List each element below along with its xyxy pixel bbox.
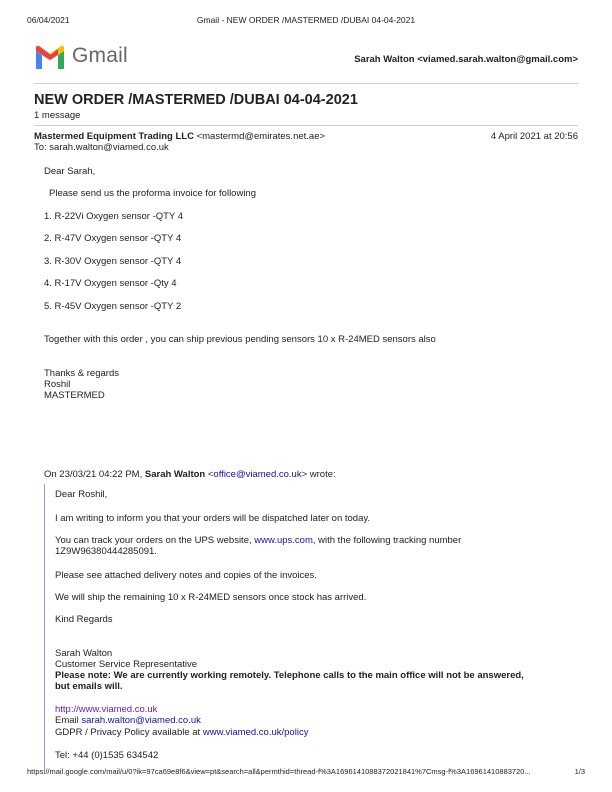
quote-kind-regards: Kind Regards	[55, 614, 113, 625]
signoff-name: Roshil	[44, 379, 71, 390]
page-number: 1/3	[574, 767, 585, 776]
signature-title: Customer Service Representative	[55, 659, 198, 670]
order-item: 2. R-47V Oxygen sensor -QTY 4	[44, 233, 182, 244]
remote-notice: Please note: We are currently working remotely. Telephone calls to the main office will not be answered,	[55, 670, 524, 681]
remote-notice-cont: but emails will.	[55, 681, 123, 692]
signoff-company: MASTERMED	[44, 390, 105, 401]
thread-subject: NEW ORDER /MASTERMED /DUBAI 04-04-2021	[34, 92, 358, 108]
website-link[interactable]: http://www.viamed.co.uk	[55, 704, 158, 715]
signoff: Thanks & regards	[44, 368, 119, 379]
message-date: 4 April 2021 at 20:56	[490, 131, 578, 142]
gmail-m-icon	[34, 45, 66, 69]
message-count: 1 message	[34, 110, 81, 121]
subject-divider	[34, 125, 578, 126]
header-divider	[34, 83, 578, 84]
telephone: Tel: +44 (0)1535 634542	[55, 750, 159, 761]
tracking-number: 1Z9W96380444285091.	[55, 546, 157, 557]
email-link[interactable]: sarah.walton@viamed.co.uk	[81, 715, 201, 726]
quote-paragraph: You can track your orders on the UPS website, www.ups.com, with the following tracking number	[55, 535, 462, 546]
greeting: Dear Sarah,	[44, 166, 96, 177]
signature-name: Sarah Walton	[55, 648, 113, 659]
order-item: 1. R-22Vi Oxygen sensor -QTY 4	[44, 211, 184, 222]
quote-greeting: Dear Roshil,	[55, 489, 108, 500]
quote-paragraph: We will ship the remaining 10 x R-24MED sensors once stock has arrived.	[55, 592, 367, 603]
intro-line: Please send us the proforma invoice for following	[49, 188, 257, 199]
order-item: 5. R-45V Oxygen sensor -QTY 2	[44, 301, 182, 312]
email-line: Email sarah.walton@viamed.co.uk	[55, 715, 201, 726]
message-to: To: sarah.walton@viamed.co.uk	[34, 142, 169, 153]
gmail-logo	[34, 43, 134, 71]
account-label: Sarah Walton <viamed.sarah.walton@gmail.com>	[354, 54, 578, 65]
quote-header: On 23/03/21 04:22 PM, Sarah Walton <office@viamed.co.uk> wrote:	[44, 469, 336, 480]
quote-paragraph: Please see attached delivery notes and copies of the invoices.	[55, 570, 317, 581]
print-title: Gmail - NEW ORDER /MASTERMED /DUBAI 04-04-2021	[196, 15, 416, 25]
print-date: 06/04/2021	[27, 15, 70, 25]
gdpr-line: GDPR / Privacy Policy available at www.viamed.co.uk/policy	[55, 727, 309, 738]
order-item: 4. R-17V Oxygen sensor -Qty 4	[44, 278, 177, 289]
ups-link[interactable]: www.ups.com	[254, 535, 313, 546]
order-item: 3. R-30V Oxygen sensor -QTY 4	[44, 256, 182, 267]
quote-paragraph: I am writing to inform you that your orders will be dispatched later on today.	[55, 513, 371, 524]
print-url: https://mail.google.com/mail/u/0?ik=97ca69e8f6&view=pt&search=all&permthid=thread-f%3A1696141088372021841%7Cmsg-f%3A16961410883720...	[27, 767, 531, 776]
gmail-wordmark: Gmail	[72, 44, 128, 67]
sender-email: <mastermd@emirates.net.ae>	[196, 131, 326, 142]
quote-author-email-link[interactable]: office@viamed.co.uk	[213, 469, 302, 480]
quote-author: Sarah Walton	[144, 469, 206, 480]
pending-line: Together with this order , you can ship previous pending sensors 10 x R-24MED sensors also	[44, 334, 436, 345]
policy-link[interactable]: www.viamed.co.uk/policy	[202, 727, 309, 738]
quote-bar	[44, 484, 45, 774]
sender-name: Mastermed Equipment Trading LLC	[34, 131, 194, 142]
